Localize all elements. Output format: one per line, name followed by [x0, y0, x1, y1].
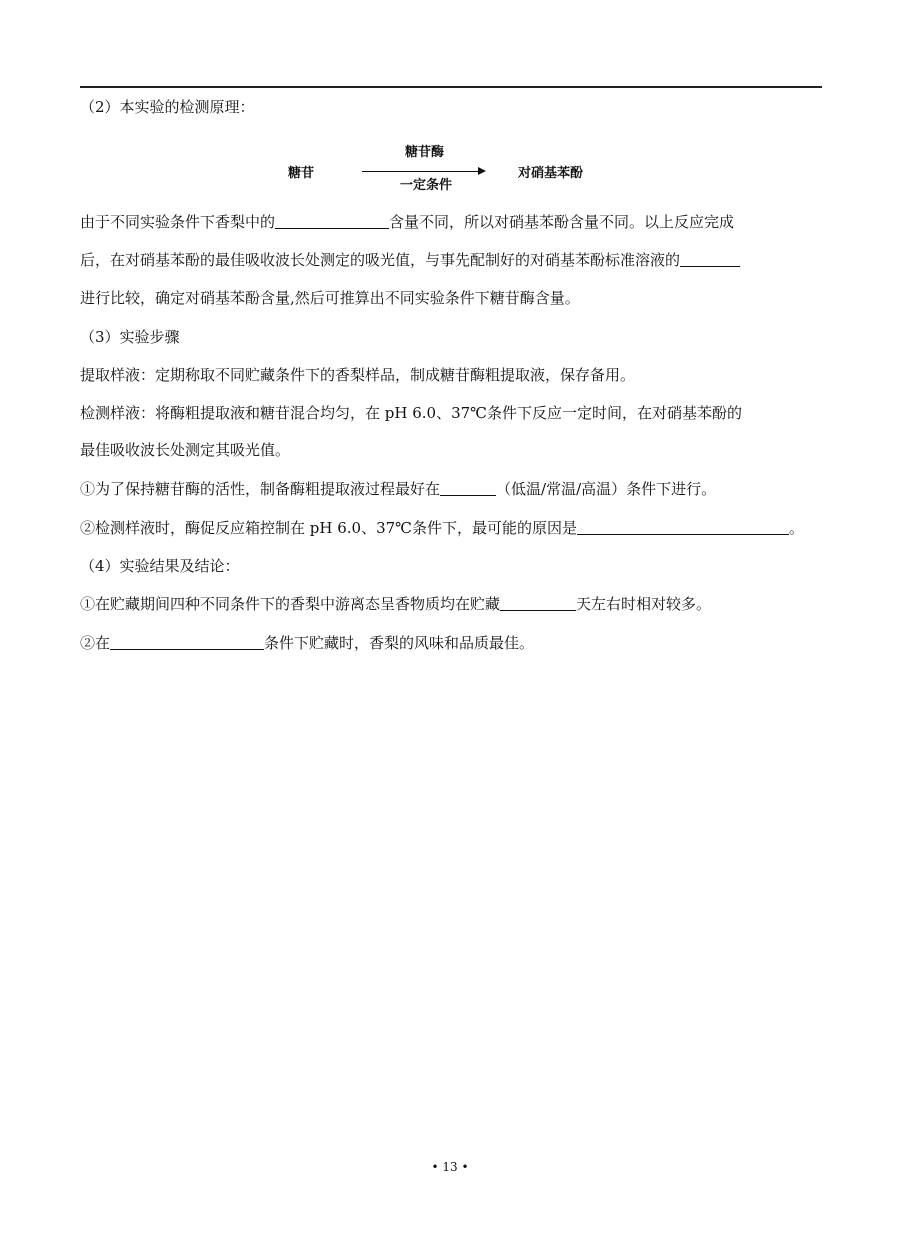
- reaction-product: 对硝基苯酚: [518, 166, 584, 181]
- answer-blank-5[interactable]: [500, 596, 576, 611]
- question-1: [80, 479, 825, 499]
- result-text: ①在贮藏期间四种不同条件下的香梨中游离态呈香物质均在贮藏: [80, 595, 501, 613]
- principle-text: 后，在对硝基苯酚的最佳吸收波长处测定的吸光值，与事先配制好的对硝基苯酚标准溶液的: [80, 251, 681, 269]
- section-4-heading: （4）实验结果及结论：: [80, 557, 240, 575]
- principle-text: 含量不同，所以对硝基苯酚含量不同。以上反应完成: [389, 213, 735, 231]
- answer-blank-3[interactable]: [440, 481, 496, 496]
- answer-blank-6[interactable]: [110, 635, 264, 650]
- detect-step-line-2: 最佳吸收波长处测定其吸光值。: [80, 441, 291, 459]
- principle-line-2: [80, 250, 825, 270]
- principle-line-1: [80, 212, 825, 232]
- principle-line-3: 进行比较，确定对硝基苯酚含量,然后可推算出不同实验条件下糖苷酶含量。: [80, 289, 580, 307]
- question-text: （低温/常温/高温）条件下进行。: [496, 480, 717, 498]
- answer-blank-2[interactable]: [680, 252, 740, 267]
- reaction-enzyme: 糖苷酶: [405, 145, 445, 160]
- result-2: [80, 633, 825, 653]
- question-2: [80, 518, 825, 538]
- reaction-arrow-line: [362, 171, 480, 172]
- reaction-condition: 一定条件: [400, 178, 453, 193]
- result-text: 条件下贮藏时，香梨的风味和品质最佳。: [264, 634, 535, 652]
- answer-blank-4[interactable]: [577, 520, 789, 535]
- section-2-heading: （2）本实验的检测原理：: [80, 98, 255, 116]
- page-number: • 13 •: [431, 1160, 469, 1174]
- result-text: 天左右时相对较多。: [576, 595, 712, 613]
- result-1: [80, 594, 825, 614]
- answer-blank-1[interactable]: [275, 214, 389, 229]
- section-3-heading: （3）实验步骤: [80, 328, 180, 346]
- reaction-diagram: [280, 138, 620, 193]
- result-text: ②在: [80, 634, 111, 652]
- reaction-substrate: 糖苷: [288, 166, 315, 181]
- extract-step: 提取样液：定期称取不同贮藏条件下的香梨样品，制成糖苷酶粗提取液，保存备用。: [80, 366, 636, 384]
- detect-step-line-1: 检测样液：将酶粗提取液和糖苷混合均匀，在 pH 6.0、37℃条件下反应一定时间，在对硝基苯酚的: [80, 404, 742, 422]
- question-text: ①为了保持糖苷酶的活性，制备酶粗提取液过程最好在: [80, 480, 441, 498]
- question-text: ②检测样液时，酶促反应箱控制在 pH 6.0、37℃条件下，最可能的原因是: [80, 519, 577, 537]
- question-text: 。: [788, 519, 804, 537]
- principle-text: 由于不同实验条件下香梨中的: [80, 213, 276, 231]
- header-rule: [80, 86, 822, 88]
- arrow-right-icon: [478, 167, 486, 175]
